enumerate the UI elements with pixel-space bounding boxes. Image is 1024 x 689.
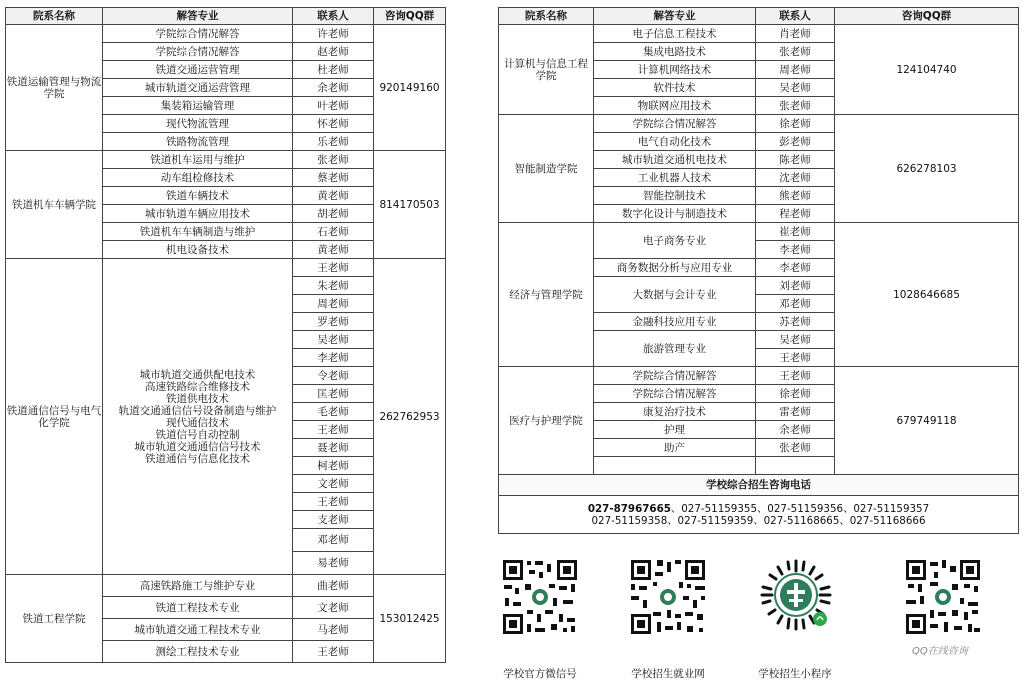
phone-line-2: 027-51159358、027-51159359、027-51168665、027-51168666 xyxy=(591,514,926,527)
contact-cell: 崔老师 xyxy=(756,223,835,241)
major-cell: 大数据与会计专业 xyxy=(594,277,756,313)
table-row xyxy=(499,223,1019,241)
contact-cell: 苏老师 xyxy=(756,313,835,331)
header-qq: 咨询QQ群 xyxy=(374,8,446,25)
contact-cell: 徐老师 xyxy=(756,115,835,133)
qr-wechat-account xyxy=(475,548,605,688)
phone-title: 学校综合招生咨询电话 xyxy=(499,475,1019,496)
contact-cell: 毛老师 xyxy=(293,403,374,421)
qq-group-number: 124104740 xyxy=(835,25,1019,115)
major-cell: 助产 xyxy=(594,439,756,457)
mini-program-code-icon xyxy=(758,557,834,633)
main-phone-number: 027-87967665 xyxy=(587,502,671,515)
major-cell: 学院综合情况解答 xyxy=(594,367,756,385)
major-cell: 康复治疗技术 xyxy=(594,403,756,421)
major-cell xyxy=(594,457,756,475)
table-row xyxy=(499,367,1019,385)
table-row xyxy=(6,259,446,277)
contact-cell: 周老师 xyxy=(293,295,374,313)
contact-cell: 黄老师 xyxy=(293,187,374,205)
qq-group-number: 153012425 xyxy=(374,575,446,663)
header-contact: 联系人 xyxy=(756,8,835,25)
major-cell: 工业机器人技术 xyxy=(594,169,756,187)
contact-cell: 雷老师 xyxy=(756,403,835,421)
contact-cell: 吴老师 xyxy=(293,331,374,349)
qr-caption: 学校招生小程序 xyxy=(758,668,832,680)
major-cell: 数字化设计与制造技术 xyxy=(594,205,756,223)
header-qq: 咨询QQ群 xyxy=(835,8,1019,25)
qr-caption: 学校官方微信号 xyxy=(503,668,577,680)
major-cell: 物联网应用技术 xyxy=(594,97,756,115)
major-list-cell xyxy=(103,259,293,575)
contact-cell: 黄老师 xyxy=(293,241,374,259)
phone-numbers xyxy=(499,496,1019,534)
contact-cell: 余老师 xyxy=(756,421,835,439)
major-cell: 机电设备技术 xyxy=(103,241,293,259)
contact-cell: 邓老师 xyxy=(293,529,374,552)
contact-cell: 令老师 xyxy=(293,367,374,385)
major-item: 高速铁路综合维修技术 xyxy=(145,380,250,393)
major-cell: 计算机网络技术 xyxy=(594,61,756,79)
contact-cell: 胡老师 xyxy=(293,205,374,223)
major-cell: 铁路物流管理 xyxy=(103,133,293,151)
college-name: 智能制造学院 xyxy=(499,115,594,223)
major-cell: 学院综合情况解答 xyxy=(103,25,293,43)
qr-mini-program xyxy=(730,548,860,688)
contact-cell: 吴老师 xyxy=(756,79,835,97)
qr-qq-consult xyxy=(878,548,1008,688)
table-row xyxy=(6,575,446,597)
college-name: 铁道机车车辆学院 xyxy=(6,151,103,259)
contact-cell: 许老师 xyxy=(293,25,374,43)
contact-cell: 余老师 xyxy=(293,79,374,97)
major-cell: 软件技术 xyxy=(594,79,756,97)
contact-cell: 王老师 xyxy=(756,367,835,385)
qq-group-number: 814170503 xyxy=(374,151,446,259)
contact-cell: 张老师 xyxy=(756,43,835,61)
qq-group-number: 1028646685 xyxy=(835,223,1019,367)
contact-cell: 支老师 xyxy=(293,511,374,529)
major-cell: 电气自动化技术 xyxy=(594,133,756,151)
contact-cell: 怀老师 xyxy=(293,115,374,133)
contact-cell: 李老师 xyxy=(756,241,835,259)
major-cell: 集装箱运输管理 xyxy=(103,97,293,115)
contact-cell: 程老师 xyxy=(756,205,835,223)
phone-numbers-row xyxy=(499,496,1019,534)
major-cell: 城市轨道交通工程技术专业 xyxy=(103,619,293,641)
college-name: 铁道运输管理与物流学院 xyxy=(6,25,103,151)
phone-line-1 xyxy=(499,503,1018,515)
major-item: 轨道交通通信信号设备制造与维护 xyxy=(118,404,277,417)
phone-title-row xyxy=(499,475,1019,496)
contact-cell: 张老师 xyxy=(293,151,374,169)
major-item: 城市轨道交通供配电技术 xyxy=(139,368,256,381)
contact-cell: 易老师 xyxy=(293,552,374,575)
contact-cell: 王老师 xyxy=(293,421,374,439)
contact-cell: 陈老师 xyxy=(756,151,835,169)
contact-cell: 刘老师 xyxy=(756,277,835,295)
qq-online-consult-label: QQ在线咨询 xyxy=(912,646,968,657)
qq-group-number: 626278103 xyxy=(835,115,1019,223)
major-cell: 学院综合情况解答 xyxy=(103,43,293,61)
table-row xyxy=(6,151,446,169)
major-cell: 学院综合情况解答 xyxy=(594,115,756,133)
major-cell: 铁道车辆技术 xyxy=(103,187,293,205)
qr-code-icon xyxy=(629,558,707,636)
contact-cell: 叶老师 xyxy=(293,97,374,115)
qq-group-number: 262762953 xyxy=(374,259,446,575)
header-college: 院系名称 xyxy=(6,8,103,25)
contact-cell: 聂老师 xyxy=(293,439,374,457)
contact-cell: 罗老师 xyxy=(293,313,374,331)
college-name: 医疗与护理学院 xyxy=(499,367,594,475)
contact-cell: 匡老师 xyxy=(293,385,374,403)
phone-numbers-rest: 、027-51159355、027-51159356、027-51159357 xyxy=(670,502,930,515)
major-item: 铁道供电技术 xyxy=(166,392,229,405)
contact-cell: 肖老师 xyxy=(756,25,835,43)
contact-cell: 邓老师 xyxy=(756,295,835,313)
left-contact-table xyxy=(5,7,446,663)
college-name: 铁道工程学院 xyxy=(6,575,103,663)
major-cell: 集成电路技术 xyxy=(594,43,756,61)
qr-code-icon xyxy=(501,558,579,636)
contact-cell: 柯老师 xyxy=(293,457,374,475)
major-cell: 测绘工程技术专业 xyxy=(103,641,293,663)
major-cell: 高速铁路施工与维护专业 xyxy=(103,575,293,597)
contact-cell: 李老师 xyxy=(756,259,835,277)
table-header-row xyxy=(499,8,1019,25)
contact-cell: 曲老师 xyxy=(293,575,374,597)
college-name: 铁道通信信号与电气化学院 xyxy=(6,259,103,575)
header-contact: 联系人 xyxy=(293,8,374,25)
major-cell: 旅游管理专业 xyxy=(594,331,756,367)
contact-cell: 杜老师 xyxy=(293,61,374,79)
contact-cell: 王老师 xyxy=(293,259,374,277)
contact-cell: 徐老师 xyxy=(756,385,835,403)
major-cell: 铁道机车车辆制造与维护 xyxy=(103,223,293,241)
major-item: 城市轨道交通通信信号技术 xyxy=(134,440,261,453)
contact-cell: 王老师 xyxy=(293,493,374,511)
table-row xyxy=(499,115,1019,133)
major-cell: 现代物流管理 xyxy=(103,115,293,133)
contact-cell: 彭老师 xyxy=(756,133,835,151)
table-header-row xyxy=(6,8,446,25)
table-row xyxy=(499,25,1019,43)
major-cell: 城市轨道交通机电技术 xyxy=(594,151,756,169)
major-cell: 学院综合情况解答 xyxy=(594,385,756,403)
contact-cell: 赵老师 xyxy=(293,43,374,61)
college-name: 计算机与信息工程学院 xyxy=(499,25,594,115)
contact-cell: 张老师 xyxy=(756,97,835,115)
major-cell: 铁道交通运营管理 xyxy=(103,61,293,79)
qr-code-icon xyxy=(904,558,982,636)
contact-cell xyxy=(756,457,835,475)
contact-cell: 文老师 xyxy=(293,475,374,493)
contact-cell: 张老师 xyxy=(756,439,835,457)
contact-cell: 李老师 xyxy=(293,349,374,367)
contact-cell: 乐老师 xyxy=(293,133,374,151)
qq-group-number: 920149160 xyxy=(374,25,446,151)
qr-admission-website xyxy=(603,548,733,688)
contact-cell: 蔡老师 xyxy=(293,169,374,187)
college-name: 经济与管理学院 xyxy=(499,223,594,367)
contact-cell: 熊老师 xyxy=(756,187,835,205)
major-cell: 城市轨道交通运营管理 xyxy=(103,79,293,97)
contact-cell: 王老师 xyxy=(756,349,835,367)
qq-group-number: 679749118 xyxy=(835,367,1019,475)
major-cell: 城市轨道车辆应用技术 xyxy=(103,205,293,223)
major-item: 铁道信号自动控制 xyxy=(155,428,240,441)
contact-cell: 文老师 xyxy=(293,597,374,619)
right-contact-table xyxy=(498,7,1019,534)
contact-cell: 石老师 xyxy=(293,223,374,241)
major-cell: 护理 xyxy=(594,421,756,439)
major-cell: 动车组检修技术 xyxy=(103,169,293,187)
header-major: 解答专业 xyxy=(594,8,756,25)
major-cell: 智能控制技术 xyxy=(594,187,756,205)
major-cell: 铁道机车运用与维护 xyxy=(103,151,293,169)
contact-cell: 马老师 xyxy=(293,619,374,641)
table-row xyxy=(6,25,446,43)
major-cell: 商务数据分析与应用专业 xyxy=(594,259,756,277)
major-cell: 铁道工程技术专业 xyxy=(103,597,293,619)
contact-cell: 沈老师 xyxy=(756,169,835,187)
major-cell: 电子商务专业 xyxy=(594,223,756,259)
major-cell: 金融科技应用专业 xyxy=(594,313,756,331)
contact-cell: 周老师 xyxy=(756,61,835,79)
contact-cell: 朱老师 xyxy=(293,277,374,295)
contact-cell: 王老师 xyxy=(293,641,374,663)
major-item: 铁道通信与信息化技术 xyxy=(145,452,250,465)
header-college: 院系名称 xyxy=(499,8,594,25)
major-cell: 电子信息工程技术 xyxy=(594,25,756,43)
major-item: 现代通信技术 xyxy=(166,416,229,429)
header-major: 解答专业 xyxy=(103,8,293,25)
contact-cell: 吴老师 xyxy=(756,331,835,349)
qr-caption: 学校招生就业网 xyxy=(631,668,705,680)
